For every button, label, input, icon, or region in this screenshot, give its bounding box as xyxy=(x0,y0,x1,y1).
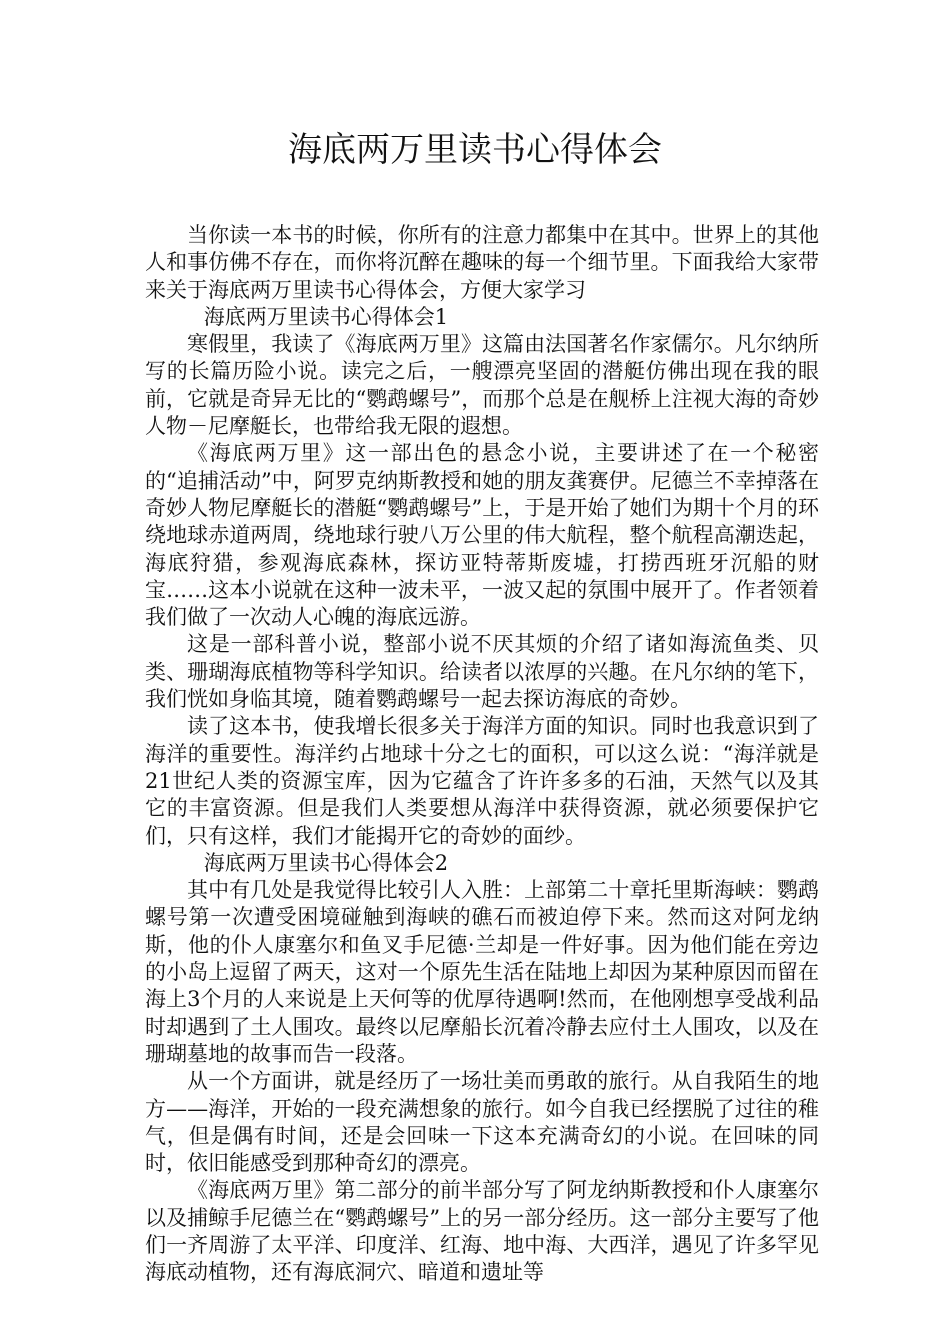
intro-paragraph: 当你读一本书的时候，你所有的注意力都集中在其中。世界上的其他人和事仿佛不存在，而你将沉醉在趣味的每一个细节里。下面我给大家带来关于海底两万里读书心得体会，方便大家学习 xyxy=(145,223,819,302)
body-paragraph: 《海底两万里》第二部分的前半部分写了阿龙纳斯教授和仆人康塞尔以及捕鲸手尼德兰在“鹦鹉螺号”上的另一部分经历。这一部分主要写了他们一齐周游了太平洋、印度洋、红海、地中海、大西洋，遇见了许多罕见海底动植物，还有海底洞穴、暗道和遗址等 xyxy=(145,1178,819,1285)
body-paragraph: 寒假里，我读了《海底两万里》这篇由法国著名作家儒尔。凡尔纳所写的长篇历险小说。读完之后，一艘漂亮坚固的潜艇仿佛出现在我的眼前，它就是奇异无比的“鹦鹉螺号”，而那个总是在舰桥上注视大海的奇妙人物－尼摩艇长，也带给我无限的遐想。 xyxy=(145,332,819,439)
section-heading-2: 海底两万里读书心得体会2 xyxy=(203,850,449,875)
body-paragraph: 其中有几处是我觉得比较引人入胜：上部第二十章托里斯海峡：鹦鹉螺号第一次遭受困境碰触到海峡的礁石而被迫停下来。然而这对阿龙纳斯，他的仆人康塞尔和鱼叉手尼德·兰却是一件好事。因为他们能在旁边的小岛上逗留了两天，这对一个原先生活在陆地上却因为某种原因而留在海上3个月的人来说是上天何等的优厚待遇啊!然而，在他刚想享受战利品时却遇到了土人围攻。最终以尼摩船长沉着冷静去应付土人围攻，以及在珊瑚墓地的故事而告一段落。 xyxy=(145,878,819,1066)
body-paragraph: 读了这本书，使我增长很多关于海洋方面的知识。同时也我意识到了海洋的重要性。海洋约占地球十分之七的面积，可以这么说：“海洋就是21世纪人类的资源宝库，因为它蕴含了许许多多的石油，天然气以及其它的丰富资源。但是我们人类要想从海洋中获得资源，就必须要保护它们，只有这样，我们才能揭开它的奇妙的面纱。 xyxy=(145,714,819,848)
document-title: 海底两万里读书心得体会 xyxy=(288,130,662,170)
body-paragraph: 《海底两万里》这一部出色的悬念小说，主要讲述了在一个秘密的“追捕活动”中，阿罗克纳斯教授和她的朋友龚赛伊。尼德兰不幸掉落在奇妙人物尼摩艇长的潜艇“鹦鹉螺号”上，于是开始了她们为期十个月的环绕地球赤道两周，绕地球行驶八万公里的伟大航程，整个航程高潮迭起，海底狩猎，参观海底森林，探访亚特蒂斯废墟，打捞西班牙沉船的财宝……这本小说就在这种一波未平，一波又起的氛围中展开了。作者领着我们做了一次动人心魄的海底远游。 xyxy=(145,441,819,630)
document-body xyxy=(145,222,819,1287)
section-heading-1: 海底两万里读书心得体会1 xyxy=(203,304,449,329)
body-paragraph: 从一个方面讲，就是经历了一场壮美而勇敢的旅行。从自我陌生的地方——海洋，开始的一段充满想象的旅行。如今自我已经摆脱了过往的稚气，但是偶有时间，还是会回味一下这本充满奇幻的小说。在回味的同时，依旧能感受到那种奇幻的漂亮。 xyxy=(145,1069,819,1176)
body-paragraph: 这是一部科普小说，整部小说不厌其烦的介绍了诸如海流鱼类、贝类、珊瑚海底植物等科学知识。给读者以浓厚的兴趣。在凡尔纳的笔下，我们恍如身临其境，随着鹦鹉螺号一起去探访海底的奇妙。 xyxy=(145,632,819,712)
